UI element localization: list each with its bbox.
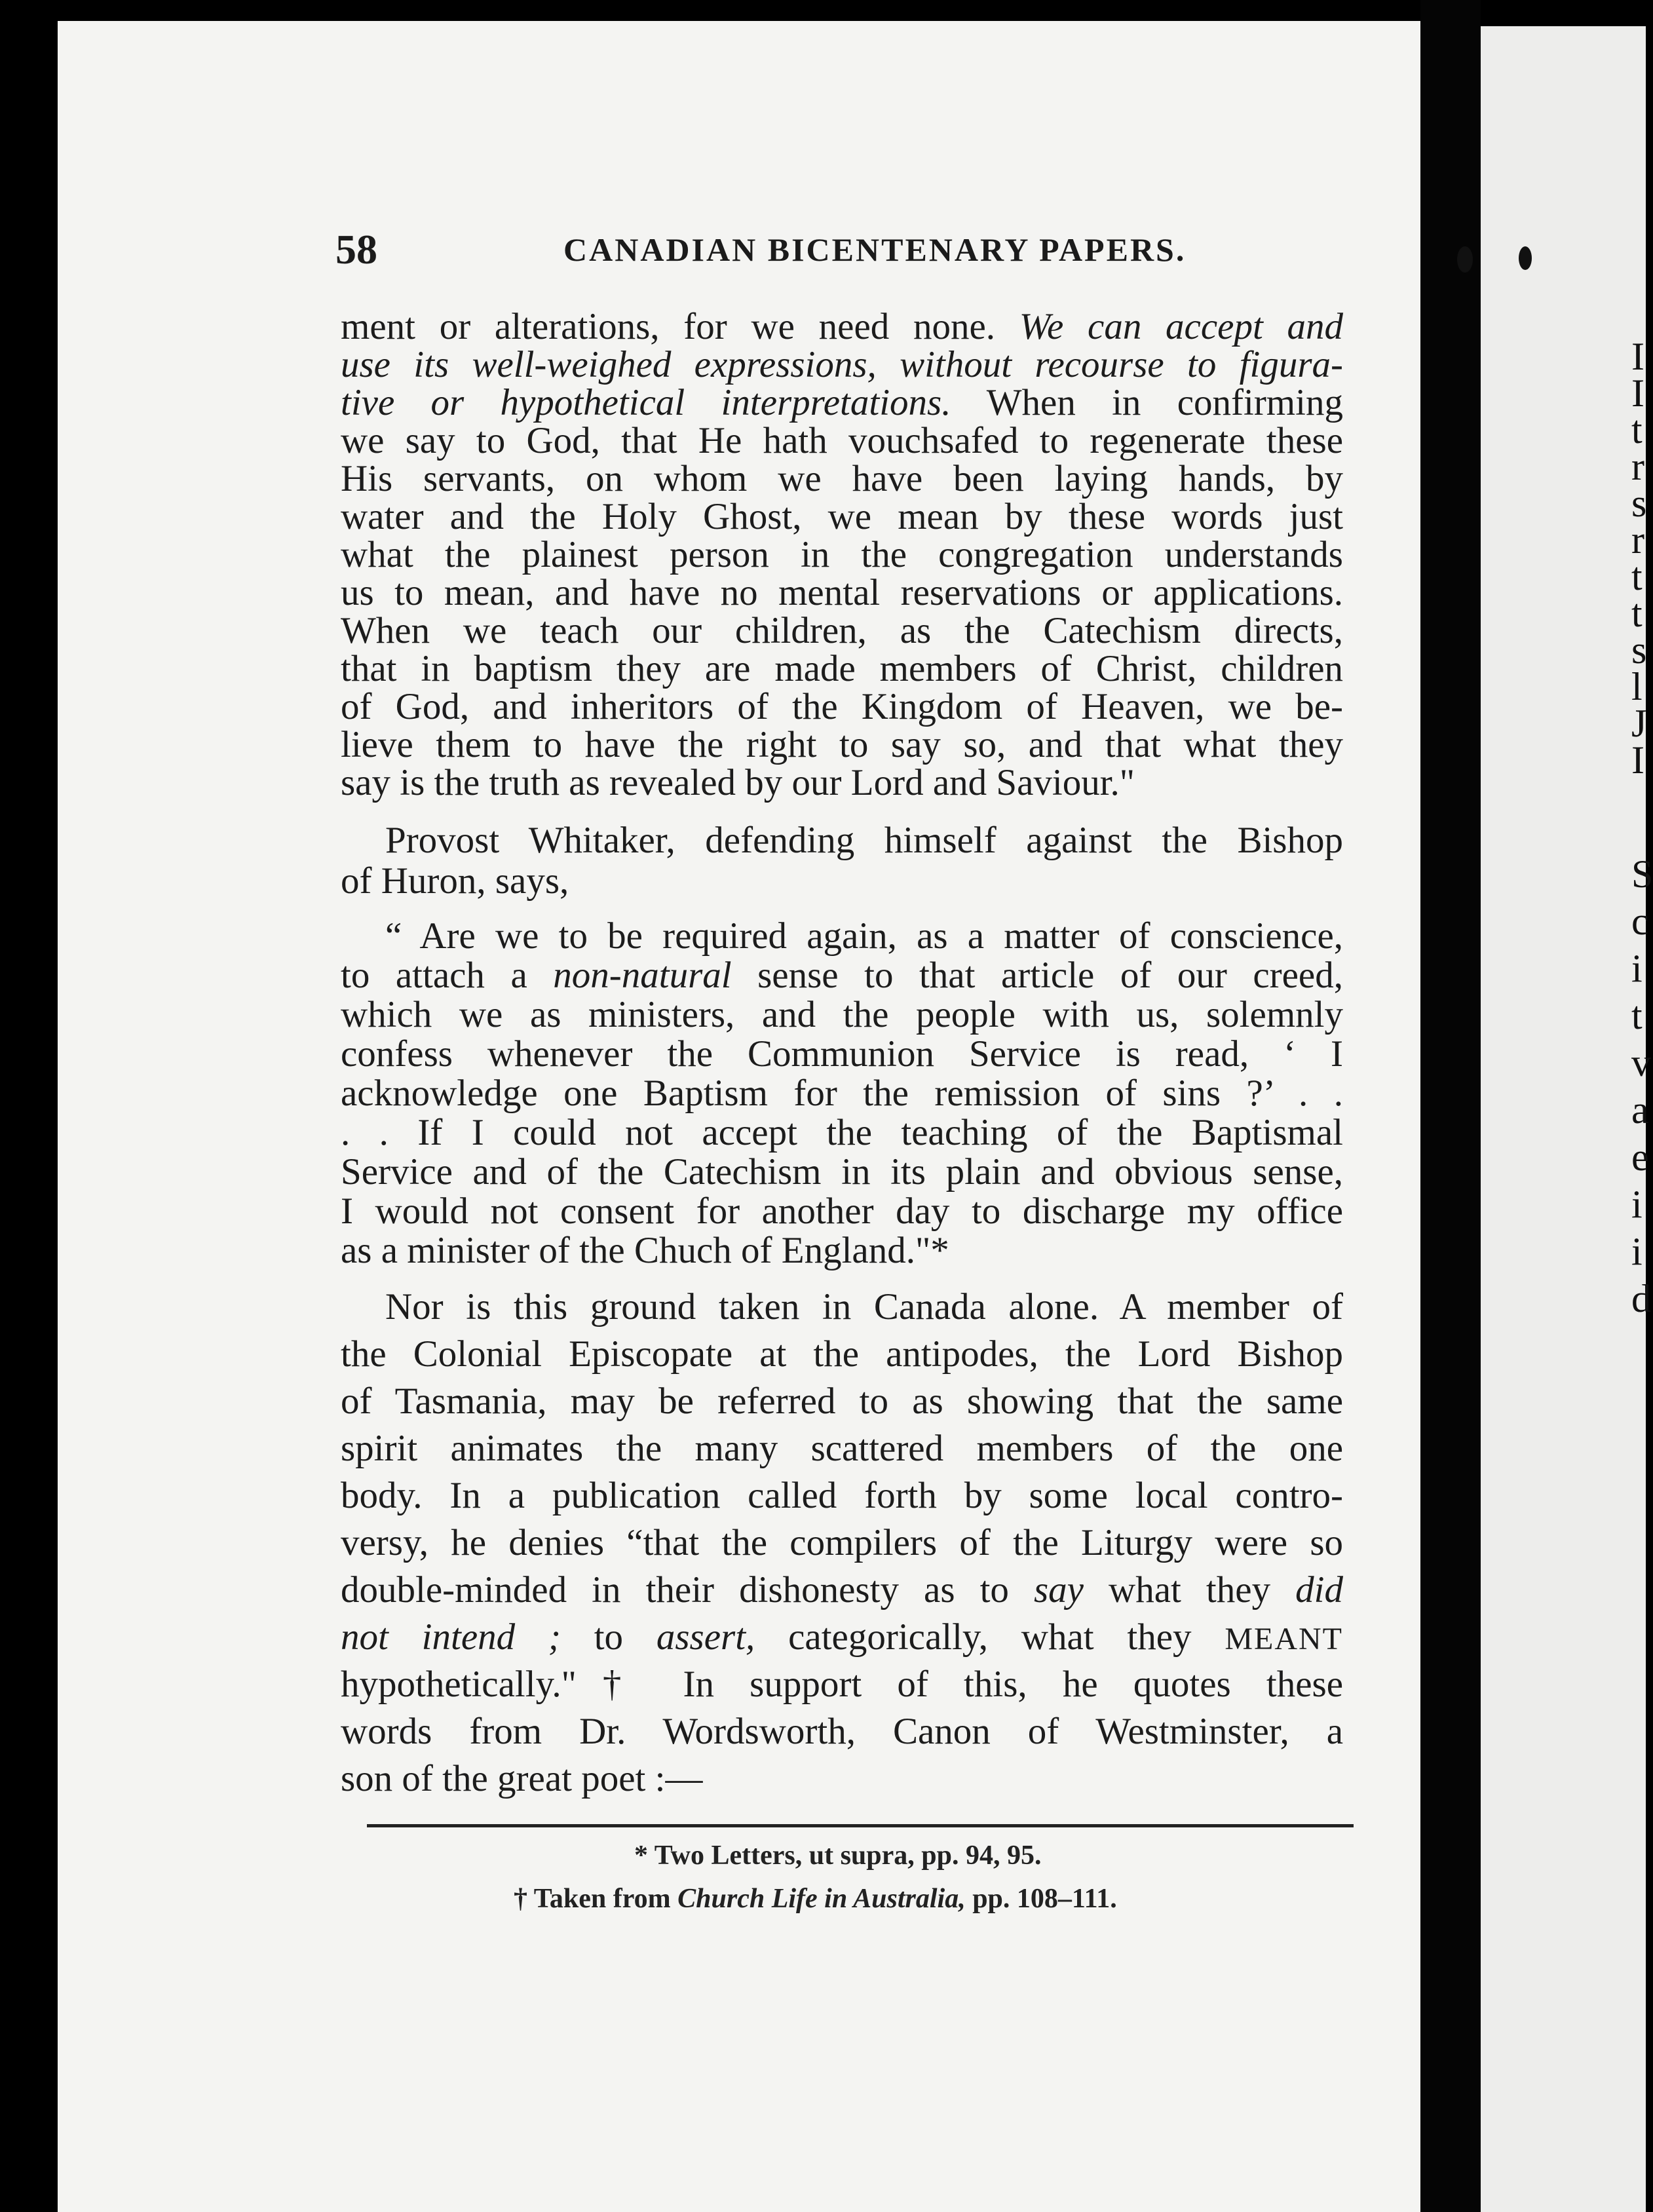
text-line: as a minister of the Chuch of England."* <box>341 1230 949 1271</box>
text-line: Service and of the Catechism in its plain and obvious sense, <box>341 1151 1343 1192</box>
text-line: double-minded in their dishonesty as to say what they did <box>341 1569 1343 1611</box>
adjacent-page-letter: t <box>1631 592 1643 635</box>
text-line: son of the great poet :— <box>341 1758 703 1799</box>
text-line: ment or alterations, for we need none. We can accept and <box>341 306 1343 347</box>
adjacent-page-letter: t <box>1631 408 1643 451</box>
book-gutter <box>1420 0 1481 2212</box>
adjacent-page-letter: e <box>1631 1135 1649 1179</box>
text-line: the Colonial Episcopate at the antipodes, the Lord Bishop <box>341 1333 1343 1375</box>
text-line: versy, he denies “that the compilers of the Liturgy were so <box>341 1522 1343 1563</box>
text-line: of God, and inheritors of the Kingdom of Heaven, we be- <box>341 686 1343 727</box>
adjacent-page-letter: c <box>1631 900 1649 943</box>
adjacent-page-letter: t <box>1631 994 1643 1037</box>
text-line: of Tasmania, may be referred to as showing that the same <box>341 1381 1343 1422</box>
text-line: hypothetically."† In support of this, he quotes these <box>341 1664 1343 1705</box>
text-line: lieve them to have the right to say so, and that what they <box>341 724 1343 765</box>
margin-mark <box>1457 246 1473 273</box>
adjacent-page-letter: t <box>1631 555 1643 598</box>
adjacent-page-letter: i <box>1631 1230 1643 1273</box>
adjacent-page-letter: i <box>1631 947 1643 990</box>
adjacent-page-letter: I <box>1631 372 1644 415</box>
adjacent-page-letter: s <box>1631 628 1647 672</box>
text-line: . . If I could not accept the teaching of the Baptismal <box>341 1112 1343 1153</box>
adjacent-page-letter: d <box>1631 1277 1651 1320</box>
text-line: When we teach our children, as the Catechism directs, <box>341 610 1343 651</box>
footnote-rule <box>367 1824 1354 1827</box>
text-line: Nor is this ground taken in Canada alone. A member of <box>385 1286 1343 1327</box>
adjacent-page-letter: I <box>1631 335 1644 378</box>
running-head: CANADIAN BICENTENARY PAPERS. <box>563 231 1187 268</box>
adjacent-page-letter: s <box>1631 482 1647 525</box>
text-line: to attach a non-natural sense to that article of our creed, <box>341 955 1343 996</box>
adjacent-page-letter: v <box>1631 1041 1651 1084</box>
text-line: which we as ministers, and the people with us, solemnly <box>341 994 1343 1035</box>
footnote-2: † Taken from Church Life in Australia, pp. 108–111. <box>514 1884 1117 1914</box>
book-page-right-edge <box>1481 26 1646 2212</box>
text-line: acknowledge one Baptism for the remission of sins ?’ . . <box>341 1073 1343 1114</box>
text-line: we say to God, that He hath vouchsafed to regenerate these <box>341 420 1343 461</box>
footnote-1: * Two Letters, ut supra, pp. 94, 95. <box>634 1840 1042 1871</box>
adjacent-page-letter: a <box>1631 1088 1649 1132</box>
text-line: that in baptism they are made members of Christ, children <box>341 648 1343 689</box>
text-line: words from Dr. Wordsworth, Canon of Westminster, a <box>341 1711 1343 1752</box>
text-line: Provost Whitaker, defending himself against the Bishop <box>385 820 1343 861</box>
text-line: us to mean, and have no mental reservations or applications. <box>341 572 1343 613</box>
text-line: water and the Holy Ghost, we mean by these words just <box>341 496 1343 537</box>
adjacent-page-letter: J <box>1631 702 1647 745</box>
text-line: His servants, on whom we have been laying hands, by <box>341 458 1343 499</box>
adjacent-page-letter: S <box>1631 852 1653 896</box>
adjacent-page-letter: i <box>1631 1183 1643 1226</box>
adjacent-page-letter: r <box>1631 518 1644 562</box>
text-line: of Huron, says, <box>341 860 569 902</box>
text-line: not intend ; to assert, categorically, what they MEANT <box>341 1616 1343 1658</box>
text-line: what the plainest person in the congregation understands <box>341 534 1343 575</box>
adjacent-page-letter: l <box>1631 665 1643 708</box>
adjacent-page-letter: I <box>1631 738 1644 782</box>
text-line: use its well-weighed expressions, without recourse to figura- <box>341 344 1343 385</box>
text-line: I would not consent for another day to discharge my office <box>341 1191 1343 1232</box>
adjacent-page-letter: r <box>1631 445 1644 488</box>
page-number: 58 <box>335 226 377 273</box>
text-line: “ Are we to be required again, as a matter of conscience, <box>385 915 1343 957</box>
margin-mark <box>1519 246 1532 270</box>
text-line: spirit animates the many scattered members of the one <box>341 1428 1343 1469</box>
text-line: body. In a publication called forth by some local contro- <box>341 1475 1343 1516</box>
text-line: confess whenever the Communion Service is read, ‘ I <box>341 1033 1343 1075</box>
text-line: say is the truth as revealed by our Lord and Saviour." <box>341 762 1135 803</box>
text-line: tive or hypothetical interpretations. When in confirming <box>341 382 1343 423</box>
